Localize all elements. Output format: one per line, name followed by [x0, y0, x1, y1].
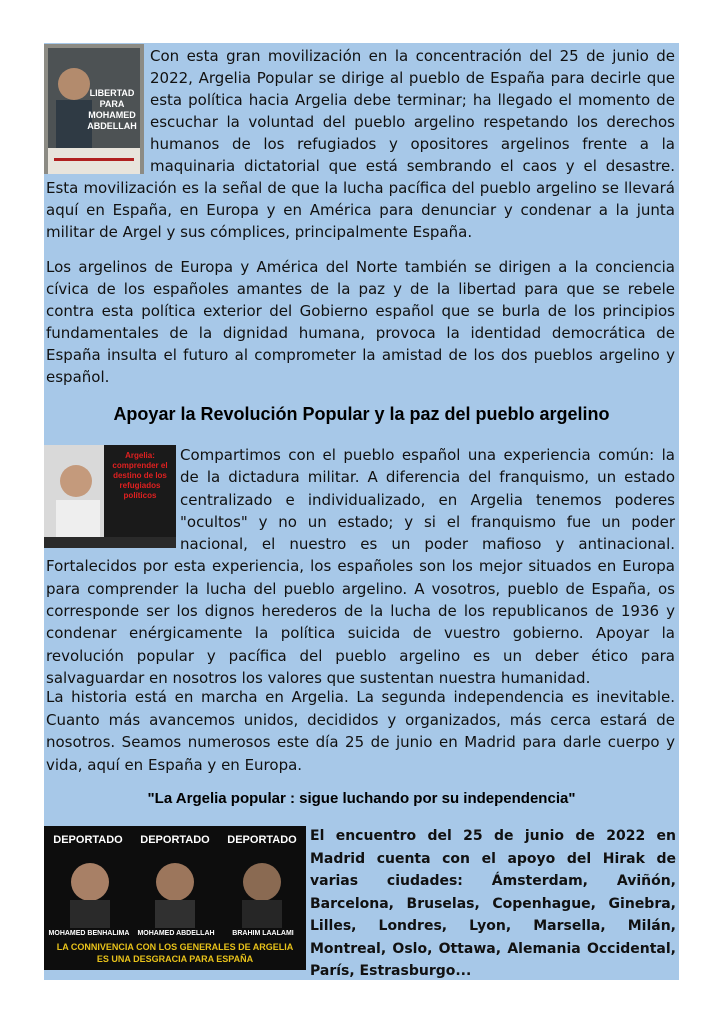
deportado-label-3: DEPORTADO: [227, 834, 297, 846]
paragraph-4-text: La historia está en marcha en Argelia. La segunda independencia es inevitable. Cuanto más avancemos unidos, decididos y organizados, más cerca estará de nosotros. Seamos numerosos este día 25 de junio en Madrid para darle cuerpo y vida, aquí en España y en Europa.: [46, 688, 675, 774]
poster-2-text: Argelia: comprender el destino de los refugiados políticos: [112, 451, 168, 500]
paragraph-1-text: Con esta gran movilización en la concentración del 25 de junio de 2022, Argelia Popular se dirige al pueblo de España para decirle que esta política hacia Argelia debe terminar; ha llegado el momento de escuchar la voluntad del pueblo argelino respetando los derechos humanos de los refugiados y opositores argelinos frente a la maquinaria dictatorial que está sembrando el caos y el desastre. Esta movilización es la señal de que la lucha pacífica del pueblo argelino se llevará aquí en España, en Europa y en América para denunciar y condenar a la junta militar de Argel y sus cómplices, principalmente España.: [46, 47, 675, 241]
paragraph-2-text: Los argelinos de Europa y América del Norte también se dirigen a la conciencia cívica de los españoles amantes de la paz y de la libertad para que se rebele contra esta política exterior del Gobierno español que se burla de los principios fundamentales de la dignidad humana, provoca la identidad democrática de España insulta el futuro al comprometer la amistad de los dos pueblos argelino y español.: [46, 258, 675, 386]
poster-1-title-line2: MOHAMED: [88, 110, 136, 120]
deportado-banner-line2: ES UNA DESGRACIA PARA ESPAÑA: [96, 954, 254, 964]
paragraph-5: [310, 825, 676, 983]
poster-1-title-line3: ABDELLAH: [87, 121, 137, 131]
image-float-spacer: [46, 45, 150, 177]
deportado-banner-line1: LA CONNIVENCIA CON LOS GENERALES DE ARGELIA: [56, 942, 294, 952]
paragraph-3-text: Compartimos con el pueblo español una experiencia común: la de la dictadura militar. A diferencia del franquismo, un estado centralizado e individualizado, en Argelia tenemos poderes "ocultos" y no un estado; y si el franquismo fue un poder nacional, el nuestro es un poder mafioso y antinacional. Fortalecidos por esta experiencia, los españoles son los mejor situados en Europa para comprender la lucha del pueblo argelino. A vosotros, pueblo de España, os corresponde ser los dignos herederos de la lucha de los republicanos de 1936 y condenar enérgicamente la política suicida de vuestro gobierno. Apoyar la revolución popular y pacífica del pueblo argelino es un deber ético para salvaguardar en nosotros los valores que sustentan nuestra humanidad.: [46, 446, 675, 687]
deportado-name-1: MOHAMED BENHALIMA: [48, 930, 130, 937]
section-heading-2: "La Argelia popular : sigue luchando por su independencia": [147, 790, 576, 807]
paragraph-3: [46, 444, 675, 689]
section-heading-1: Apoyar la Revolución Popular y la paz del pueblo argelino: [113, 404, 610, 424]
paragraph-4: [46, 686, 675, 776]
deportado-name-2: MOHAMED ABDELLAH: [137, 930, 215, 937]
deportado-label-1: DEPORTADO: [53, 834, 123, 846]
paragraph-1: [46, 45, 675, 243]
paragraph-5-text: El encuentro del 25 de junio de 2022 en Madrid cuenta con el apoyo del Hirak de varias ciudades: Ámsterdam, Aviñón, Barcelona, Bruselas, Copenhague, Ginebra, Lilles, Londres, Lyon, Marsella, Milán, Montreal, Oslo, Ottawa, Alemania Occidental, París, Estrasburgo...: [310, 828, 676, 979]
poster-image-deportados: [44, 826, 306, 970]
deportado-label-2: DEPORTADO: [140, 834, 210, 846]
poster-1-title-line1: LIBERTAD PARA: [89, 88, 135, 109]
paragraph-2: [46, 256, 675, 388]
deportado-name-3: BRAHIM LAALAMI: [232, 930, 294, 937]
image-float-spacer-2: [46, 444, 180, 552]
